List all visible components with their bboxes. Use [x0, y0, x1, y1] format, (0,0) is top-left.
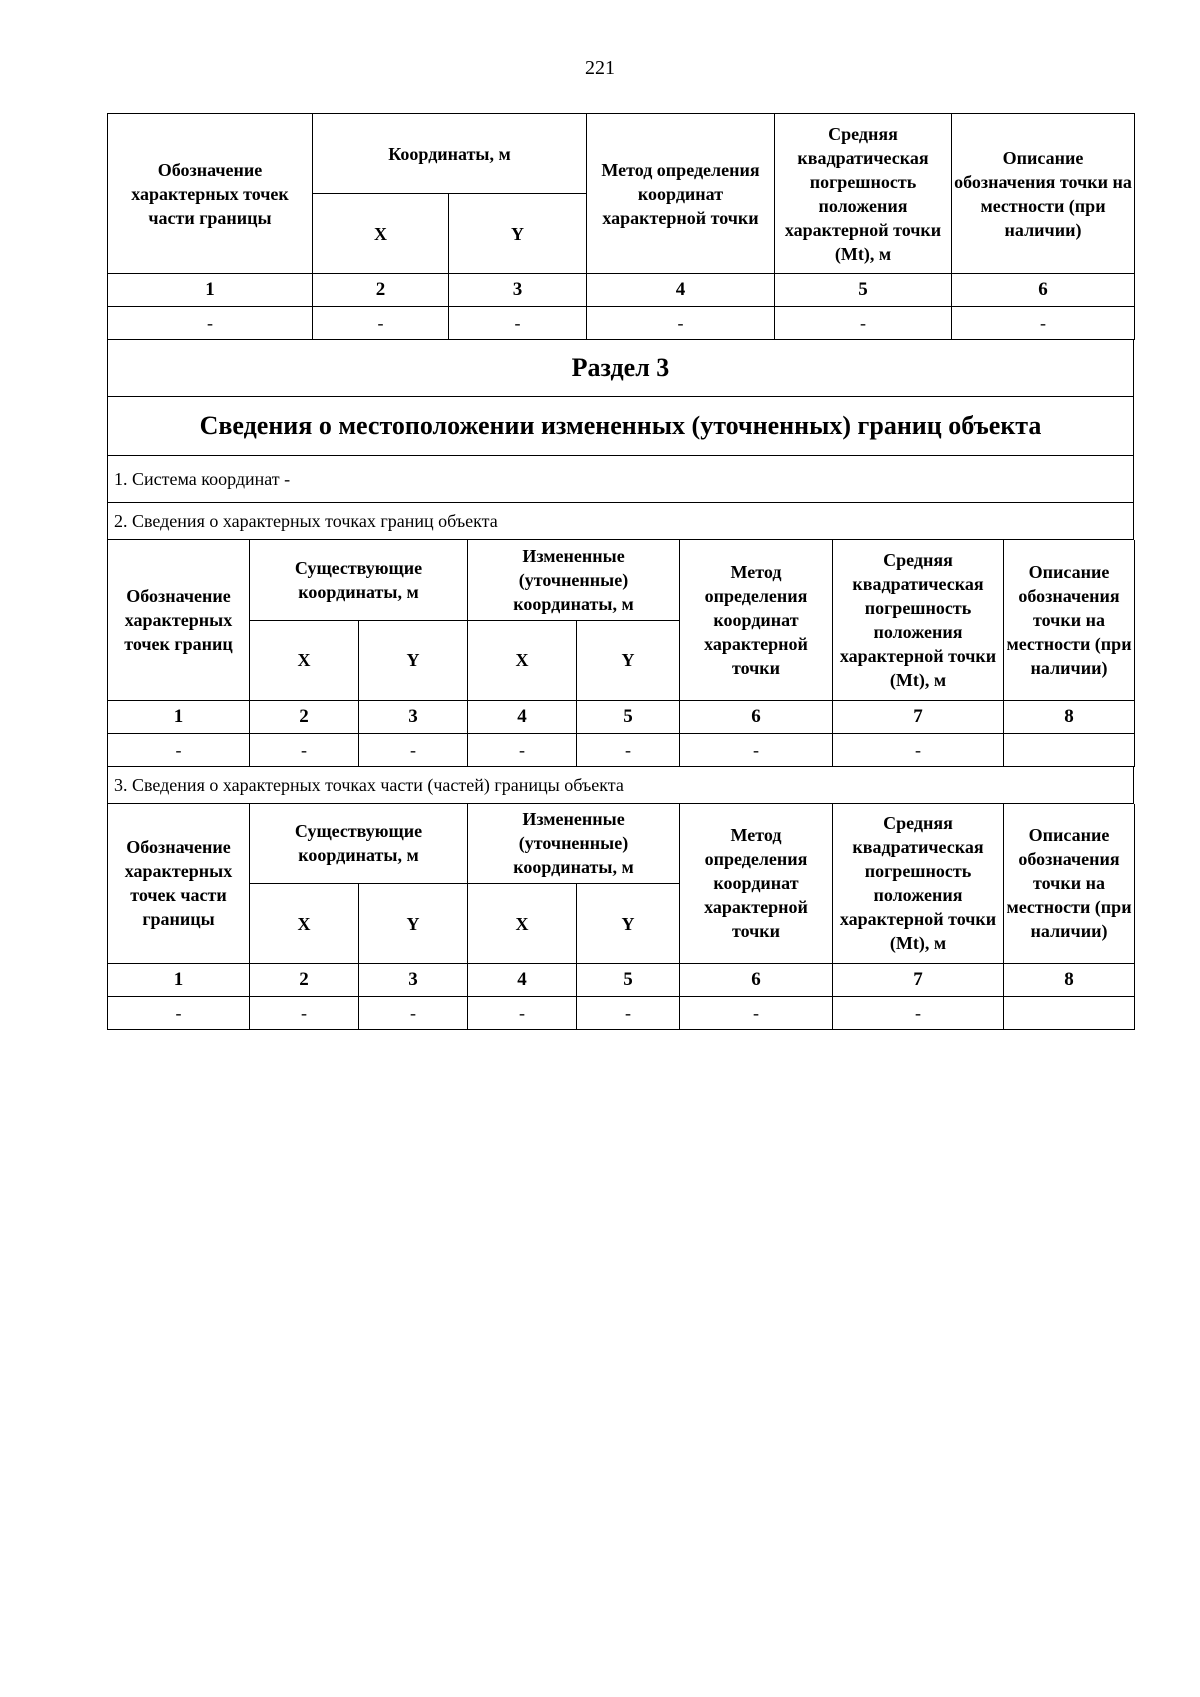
- header-changed-coordinates: Измененные (уточненные) координаты, м: [468, 804, 680, 884]
- column-number: 2: [250, 700, 359, 733]
- table-cell: -: [468, 997, 577, 1030]
- header-y: Y: [449, 194, 587, 274]
- column-number: 6: [952, 274, 1135, 307]
- table-part-boundary-points: [107, 113, 1135, 340]
- column-number: 6: [680, 700, 833, 733]
- header-y: Y: [359, 884, 468, 964]
- table-cell: -: [680, 997, 833, 1030]
- header-coordinates: Координаты, м: [313, 114, 587, 194]
- column-number: 1: [108, 964, 250, 997]
- document-tables: [107, 113, 1134, 1030]
- table-cell: [1004, 997, 1135, 1030]
- table-cell: -: [577, 733, 680, 766]
- header-error: Средняя квадратическая погрешность положения характерной точки (Mt), м: [775, 114, 952, 274]
- section-subtitle: Сведения о местоположении измененных (уточненных) границ объекта: [108, 397, 1134, 456]
- table-cell: -: [449, 307, 587, 340]
- table-cell: -: [775, 307, 952, 340]
- column-numbers-row: [108, 700, 1135, 733]
- header-description: Описание обозначения точки на местности (при наличии): [952, 114, 1135, 274]
- column-number: 3: [449, 274, 587, 307]
- table-boundary-points: [107, 540, 1135, 767]
- part-boundary-points-line: 3. Сведения о характерных точках части (частей) границы объекта: [108, 767, 1134, 804]
- table-cell: -: [952, 307, 1135, 340]
- header-y: Y: [359, 620, 468, 700]
- header-y: Y: [577, 620, 680, 700]
- section-band: [107, 340, 1134, 540]
- header-x: X: [250, 884, 359, 964]
- column-number: 5: [577, 964, 680, 997]
- table-row: [108, 997, 1135, 1030]
- table-cell: -: [359, 997, 468, 1030]
- table-cell: -: [250, 997, 359, 1030]
- column-number: 6: [680, 964, 833, 997]
- table-cell: -: [833, 997, 1004, 1030]
- column-numbers-row: [108, 274, 1135, 307]
- table-cell: -: [108, 733, 250, 766]
- header-y: Y: [577, 884, 680, 964]
- header-method: Метод определения координат характерной точки: [587, 114, 775, 274]
- column-number: 3: [359, 964, 468, 997]
- part-points-line-table: [107, 767, 1134, 804]
- table-cell: -: [359, 733, 468, 766]
- table-cell: -: [313, 307, 449, 340]
- header-x: X: [468, 884, 577, 964]
- header-error: Средняя квадратическая погрешность положения характерной точки (Mt), м: [833, 540, 1004, 700]
- header-changed-coordinates: Измененные (уточненные) координаты, м: [468, 540, 680, 620]
- header-x: X: [468, 620, 577, 700]
- header-method: Метод определения координат характерной точки: [680, 540, 833, 700]
- column-number: 2: [313, 274, 449, 307]
- table-cell: -: [833, 733, 1004, 766]
- table-cell: -: [250, 733, 359, 766]
- table-cell: -: [587, 307, 775, 340]
- header-designation: Обозначение характерных точек части границы: [108, 804, 250, 964]
- header-existing-coordinates: Существующие координаты, м: [250, 540, 468, 620]
- column-number: 4: [468, 964, 577, 997]
- page-number: 221: [585, 57, 615, 79]
- column-number: 4: [587, 274, 775, 307]
- column-number: 7: [833, 700, 1004, 733]
- table-part-boundary-points-changed: [107, 804, 1135, 1031]
- boundary-points-line: 2. Сведения о характерных точках границ объекта: [108, 503, 1134, 540]
- table-cell: -: [577, 997, 680, 1030]
- coordinate-system-line: 1. Система координат -: [108, 456, 1134, 503]
- column-number: 1: [108, 700, 250, 733]
- column-number: 1: [108, 274, 313, 307]
- header-designation: Обозначение характерных точек границ: [108, 540, 250, 700]
- header-x: X: [313, 194, 449, 274]
- table-cell: -: [468, 733, 577, 766]
- header-x: X: [250, 620, 359, 700]
- column-number: 5: [577, 700, 680, 733]
- table-row: [108, 307, 1135, 340]
- table-row: [108, 733, 1135, 766]
- header-method: Метод определения координат характерной точки: [680, 804, 833, 964]
- header-description: Описание обозначения точки на местности (при наличии): [1004, 804, 1135, 964]
- column-number: 4: [468, 700, 577, 733]
- table-cell: -: [680, 733, 833, 766]
- column-number: 3: [359, 700, 468, 733]
- section-title: Раздел 3: [108, 340, 1134, 397]
- column-number: 8: [1004, 964, 1135, 997]
- header-existing-coordinates: Существующие координаты, м: [250, 804, 468, 884]
- column-numbers-row: [108, 964, 1135, 997]
- header-designation: Обозначение характерных точек части границы: [108, 114, 313, 274]
- table-cell: [1004, 733, 1135, 766]
- header-error: Средняя квадратическая погрешность положения характерной точки (Mt), м: [833, 804, 1004, 964]
- table-cell: -: [108, 997, 250, 1030]
- column-number: 8: [1004, 700, 1135, 733]
- column-number: 2: [250, 964, 359, 997]
- table-cell: -: [108, 307, 313, 340]
- header-description: Описание обозначения точки на местности (при наличии): [1004, 540, 1135, 700]
- column-number: 7: [833, 964, 1004, 997]
- column-number: 5: [775, 274, 952, 307]
